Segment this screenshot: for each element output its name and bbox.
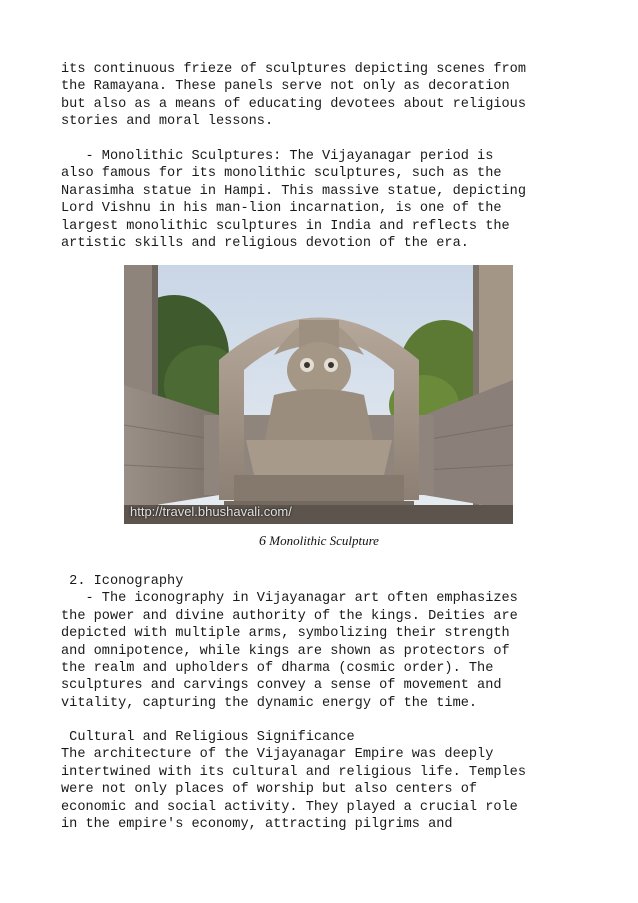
caption-number: 6 [259, 534, 267, 549]
narasimha-statue-illustration [124, 265, 513, 524]
paragraph-cultural-significance: Cultural and Religious Significance The architecture of the Vijayanagar Empire was deeply intertwined with its cultural and religious life. Temples were not only places of worship but also centers of economic and social activity. They played a crucial role in the empire's economy, attracting pilgrims and [61, 730, 526, 833]
paragraph-monolithic-sculptures: - Monolithic Sculptures: The Vijayanagar period is also famous for its monolithic sculptures, such as the Narasimha statue in Hampi. This massive statue, depicting Lord Vishnu in his man-lion incarnation, is one of the largest monolithic sculptures in India and reflects the artistic skills and religious devotion of the era. [61, 149, 526, 252]
figure-caption [0, 533, 638, 550]
paragraph-iconography: 2. Iconography - The iconography in Vijayanagar art often emphasizes the power and divine authority of the kings. Deities are depicted with multiple arms, symbolizing their strength and omnipotence, while kings are shown as protectors of the realm and upholders of dharma (cosmic order). The sculptures and carvings convey a sense of movement and vitality, capturing the dynamic energy of the time. [61, 574, 518, 711]
caption-text: Monolithic Sculpture [269, 533, 379, 548]
photo-watermark: http://travel.bhushavali.com/ [130, 504, 292, 519]
paragraph-ramayana-frieze: its continuous frieze of sculptures depicting scenes from the Ramayana. These panels serve not only as decoration but also as a means of educating devotees about religious stories and moral lessons. [61, 62, 526, 130]
narasimha-statue-photo [124, 265, 513, 524]
